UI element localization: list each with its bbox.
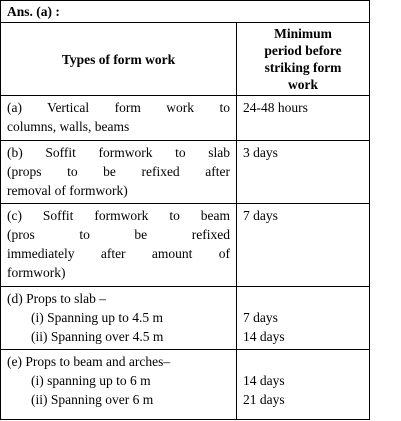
period-value: 24-48 hours xyxy=(243,100,308,115)
header-period xyxy=(237,23,370,96)
period-value: 7 days xyxy=(243,208,278,223)
type-line: (c) Soffit formwork to beam xyxy=(7,208,230,223)
period-value: 3 days xyxy=(243,145,278,160)
type-line: (e) Props to beam and arches– xyxy=(7,354,171,369)
header-row xyxy=(1,23,370,96)
header-period-line-1: Minimum xyxy=(274,26,332,41)
type-cell-d xyxy=(1,287,237,350)
sub-line: (i) spanning up to 6 m xyxy=(31,373,151,388)
type-line: (b) Soffit formwork to slab xyxy=(7,145,230,160)
table-row-a xyxy=(1,96,370,141)
answer-row xyxy=(1,1,370,23)
period-spacer xyxy=(243,352,363,371)
period-cell-d xyxy=(237,287,370,350)
header-period-line-3: striking form xyxy=(264,60,342,75)
type-line: immediately after amount of xyxy=(7,246,230,261)
header-period-line-2: period before xyxy=(264,43,342,58)
sub-line: (ii) Spanning over 4.5 m xyxy=(31,329,164,344)
period-cell-e xyxy=(237,350,370,420)
type-line: (d) Props to slab – xyxy=(7,291,106,306)
table-row-e xyxy=(1,350,370,420)
answer-label: Ans. (a) : xyxy=(1,1,370,23)
type-cell-a xyxy=(1,96,237,141)
header-period-line-4: work xyxy=(288,77,318,92)
type-cell-e xyxy=(1,350,237,420)
type-line: formwork) xyxy=(7,265,66,280)
type-cell-b xyxy=(1,141,237,204)
period-value: 21 days xyxy=(243,392,285,407)
type-cell-c xyxy=(1,204,237,287)
type-line: (a) Vertical form work to xyxy=(7,100,230,115)
table-row-d xyxy=(1,287,370,350)
period-cell-c xyxy=(237,204,370,287)
period-cell-a xyxy=(237,96,370,141)
period-spacer xyxy=(243,289,363,308)
table-row-b xyxy=(1,141,370,204)
period-value: 14 days xyxy=(243,373,285,388)
type-line: removal of formwork) xyxy=(7,183,128,198)
sub-line: (ii) Spanning over 6 m xyxy=(31,392,154,407)
type-line: (props to be refixed after xyxy=(7,164,230,179)
header-types: Types of form work xyxy=(1,23,237,96)
table-row-c xyxy=(1,204,370,287)
sub-line: (i) Spanning up to 4.5 m xyxy=(31,310,163,325)
type-line: columns, walls, beams xyxy=(7,119,130,134)
period-cell-b xyxy=(237,141,370,204)
period-value: 7 days xyxy=(243,310,278,325)
period-value: 14 days xyxy=(243,329,285,344)
type-line: (pros to be refixed xyxy=(7,227,230,242)
